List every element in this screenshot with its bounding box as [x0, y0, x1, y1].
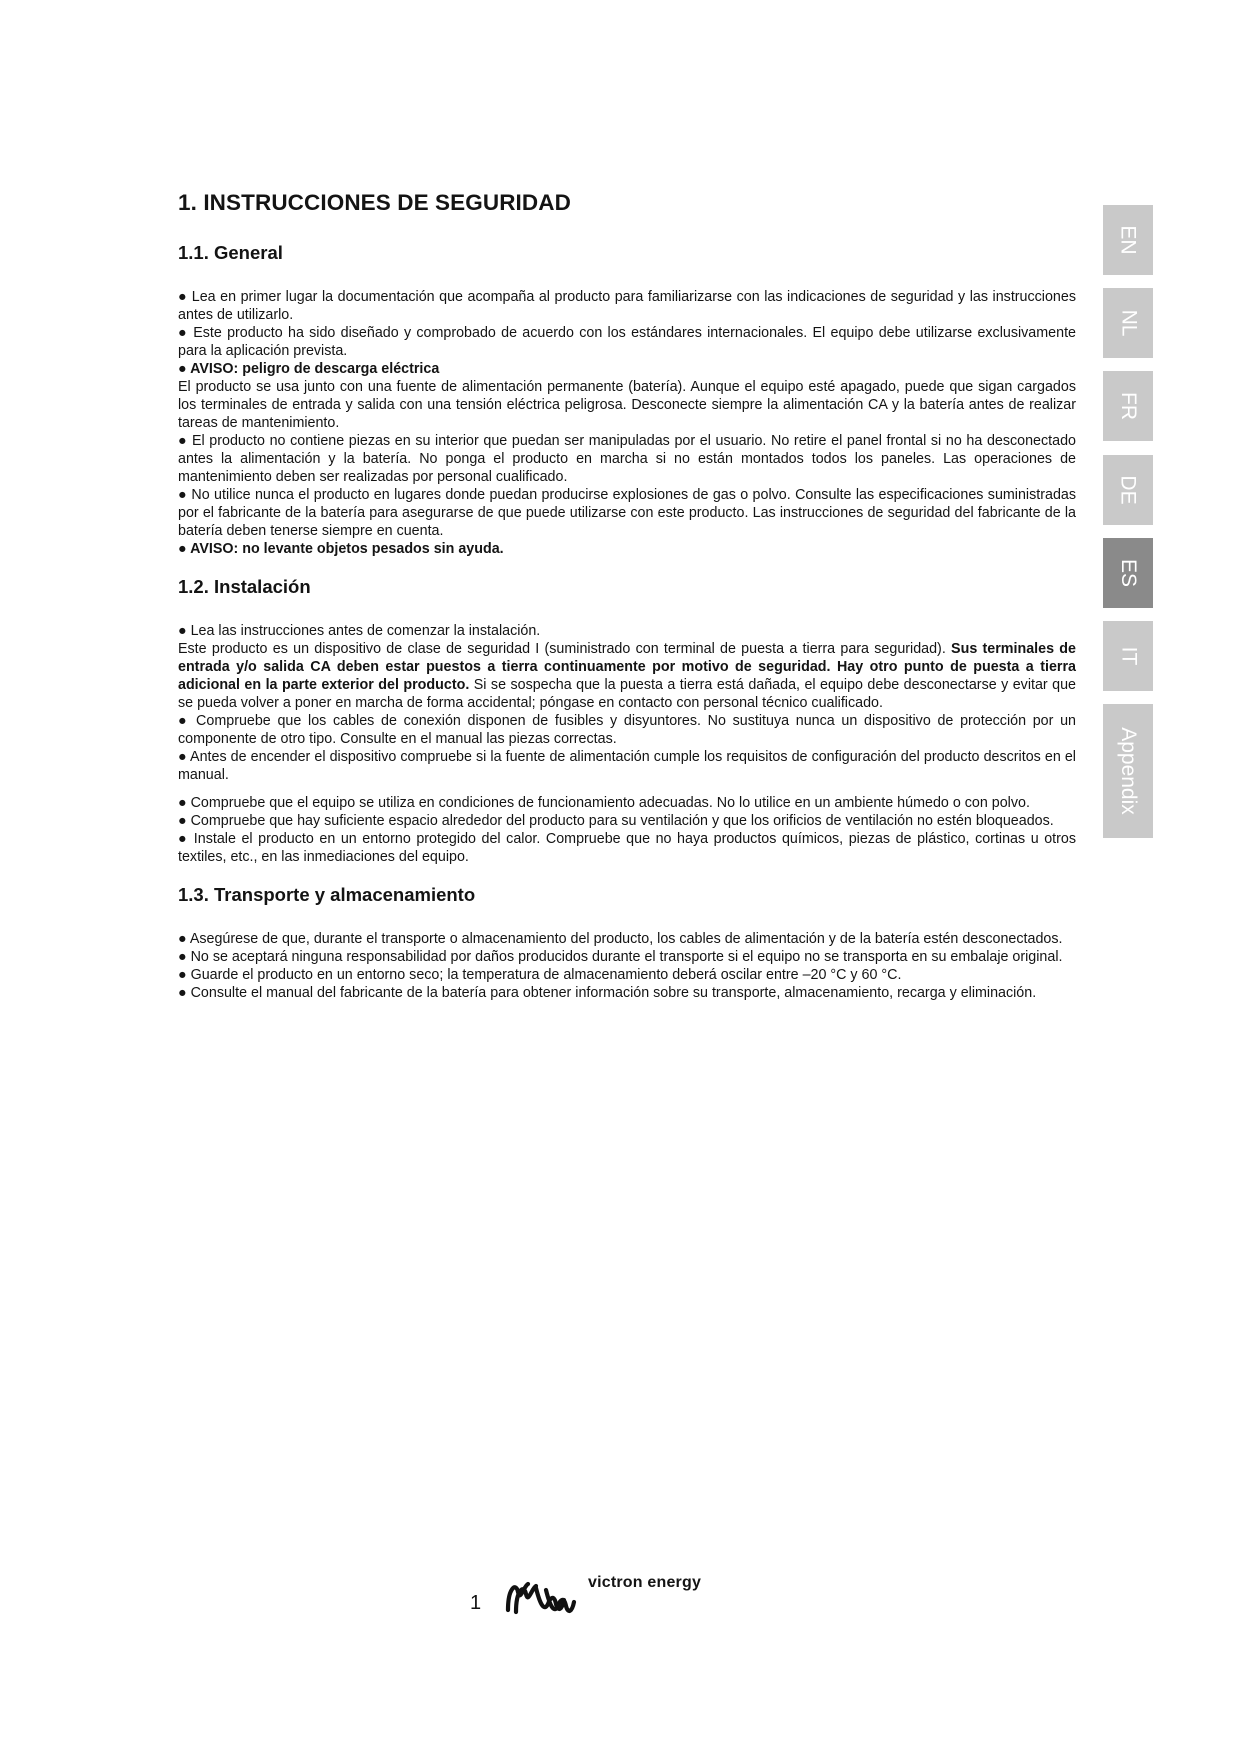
installation-paragraph-7: ● Instale el producto en un entorno protegido del calor. Compruebe que no haya productos químicos, piezas de plástico, cortinas u otros textiles, etc., en las inmediaciones del equipo.: [178, 831, 1076, 865]
general-paragraph-4: ● El producto no contiene piezas en su interior que puedan ser manipuladas por el usuario. No retire el panel frontal si no ha desconectado antes la alimentación y la batería. No ponga el producto en marcha si no están montados todos los paneles. Las operaciones de mantenimiento deben ser realizadas por personal cualificado.: [178, 433, 1076, 485]
victron-logo-icon: [502, 1574, 582, 1618]
installation-paragraph-6: ● Compruebe que hay suficiente espacio alrededor del producto para su ventilación y que los orificios de ventilación no estén bloqueados.: [178, 813, 1054, 829]
installation-paragraph-1: ● Lea las instrucciones antes de comenzar la instalación.: [178, 623, 541, 639]
tab-fr[interactable]: [1103, 371, 1153, 441]
section-heading-installation: 1.2. Instalación: [178, 576, 311, 597]
section-heading-transport: 1.3. Transporte y almacenamiento: [178, 884, 476, 905]
transport-paragraph-4: ● Consulte el manual del fabricante de la batería para obtener información sobre su transporte, almacenamiento, recarga y eliminación.: [178, 985, 1037, 1001]
page-footer: [470, 1568, 750, 1628]
tab-de[interactable]: [1103, 455, 1153, 525]
warning-text: ● AVISO: peligro de descarga eléctrica: [178, 361, 440, 377]
section-heading-general: 1.1. General: [178, 242, 283, 263]
tab-label: FR: [1117, 392, 1140, 420]
general-warning-heavy: [178, 540, 1076, 558]
warning-text: ● AVISO: no levante objetos pesados sin ayuda.: [178, 541, 504, 557]
general-paragraph-5: ● No utilice nunca el producto en lugares donde puedan producirse explosiones de gas o polvo. Consulte las especificaciones suministradas por el fabricante de la batería para asegurarse de que puede utilizarse con este producto. Las instrucciones de seguridad del fabricante de la batería deben tenerse siempre en cuenta.: [178, 487, 1076, 539]
tab-nl[interactable]: [1103, 288, 1153, 358]
transport-paragraph-2: ● No se aceptará ninguna responsabilidad por daños producidos durante el transporte si el equipo no se transporta en su embalaje original.: [178, 949, 1063, 965]
transport-paragraph-1: ● Asegúrese de que, durante el transporte o almacenamiento del producto, los cables de alimentación y de la batería estén desconectados.: [178, 931, 1063, 947]
tab-label: EN: [1117, 225, 1140, 255]
tab-en[interactable]: [1103, 205, 1153, 275]
paragraph-text: Si se sospecha que la puesta a tierra está dañada, el equipo debe desconectarse y evitar que se pueda volver a poner en marcha de forma accidental; póngase en contacto con personal técnico cualificado.: [178, 677, 1076, 711]
tab-appendix[interactable]: [1103, 704, 1153, 838]
tab-es[interactable]: [1103, 538, 1153, 608]
installation-paragraph-2: [178, 640, 1076, 712]
page-number: 1: [470, 1592, 482, 1614]
paragraph-text: Este producto es un dispositivo de clase de seguridad I (suministrado con terminal de puesta a tierra para seguridad).: [178, 641, 952, 657]
transport-paragraph-3: ● Guarde el producto en un entorno seco; la temperatura de almacenamiento deberá oscilar entre –20 °C y 60 °C.: [178, 967, 902, 983]
tab-label: DE: [1117, 475, 1140, 505]
tab-label: Appendix: [1117, 727, 1141, 815]
installation-paragraph-3: ● Compruebe que los cables de conexión disponen de fusibles y disyuntores. No sustituya nunca un dispositivo de protección por un componente de otro tipo. Consulte en el manual las piezas correctas.: [178, 713, 1076, 747]
bold-grounding-text: Sus terminales de entrada y/o salida CA deben estar puestos a tierra continuamente por motivo de seguridad. Hay otro punto de puesta a tierra adicional en la parte exterior del producto.: [178, 641, 1076, 693]
general-paragraph-2: ● Este producto ha sido diseñado y comprobado de acuerdo con los estándares internacionales. El equipo debe utilizarse exclusivamente para la aplicación prevista.: [178, 325, 1076, 359]
brand-name: victron energy: [588, 1574, 702, 1591]
page-title: 1. INSTRUCCIONES DE SEGURIDAD: [178, 190, 571, 215]
installation-paragraph-4: ● Antes de encender el dispositivo compruebe si la fuente de alimentación cumple los requisitos de configuración del producto descritos en el manual.: [178, 749, 1076, 783]
general-paragraph-3: El producto se usa junto con una fuente de alimentación permanente (batería). Aunque el equipo esté apagado, puede que sigan cargados los terminales de entrada y salida con una tensión eléctrica peligrosa. Desconecte siempre la alimentación CA y la batería antes de realizar tareas de mantenimiento.: [178, 379, 1076, 431]
tab-label: ES: [1116, 558, 1140, 588]
tab-label: IT: [1116, 646, 1140, 666]
general-paragraph-1: ● Lea en primer lugar la documentación que acompaña al producto para familiarizarse con las indicaciones de seguridad y las instrucciones antes de utilizarlo.: [178, 289, 1076, 323]
tab-it[interactable]: [1103, 621, 1153, 691]
installation-paragraph-5: ● Compruebe que el equipo se utiliza en condiciones de funcionamiento adecuadas. No lo utilice en un ambiente húmedo o con polvo.: [178, 795, 1030, 811]
document-body: [178, 190, 1076, 1002]
tab-label: NL: [1116, 309, 1140, 337]
general-warning-electric: [178, 360, 1076, 378]
